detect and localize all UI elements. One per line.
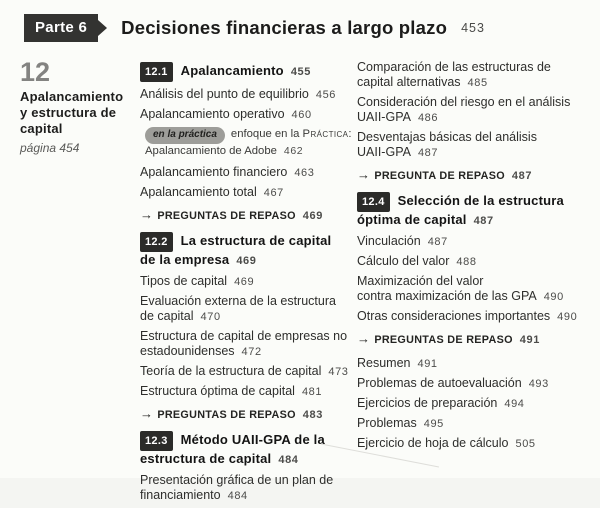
page-number: 484	[278, 454, 299, 466]
part-header	[24, 14, 485, 42]
toc-entry: Cálculo del valor 488	[357, 254, 477, 268]
arrow-right-icon: →	[357, 167, 371, 182]
toc-entry: Comparación de las estructuras de capital alternativas 485	[357, 60, 551, 89]
toc-entry: Apalancamiento financiero 463	[140, 165, 315, 179]
toc-section-heading: 12.2 La estructura de capital de la empresa 469	[140, 233, 332, 267]
toc-entry: Estructura óptima de capital 481	[140, 384, 323, 398]
chapter-number: 12	[20, 57, 51, 87]
page-number: 487	[511, 170, 533, 182]
page-number: 473	[328, 366, 349, 378]
toc-entry: Tipos de capital 469	[140, 274, 255, 288]
page-number: 493	[528, 378, 549, 390]
page-number: 467	[263, 187, 284, 199]
toc-column-right	[357, 60, 599, 456]
page-number: 494	[504, 398, 525, 410]
page-number: 491	[519, 334, 540, 346]
toc-entry: Análisis del punto de equilibrio 456	[140, 87, 337, 101]
review-questions-entry: → PREGUNTAS DE REPASO 483	[140, 406, 323, 421]
page-number: 505	[515, 438, 536, 450]
page-number: 469	[302, 210, 323, 222]
toc-section-heading: 12.3 Método UAII-GPA de la estructura de capital 484	[140, 432, 325, 466]
review-questions-entry: → PREGUNTAS DE REPASO 469	[140, 207, 323, 222]
page-number: 487	[473, 215, 494, 227]
page-number: 469	[234, 276, 255, 288]
toc-entry: Ejercicio de hoja de cálculo 505	[357, 436, 536, 450]
page-number: 483	[302, 409, 323, 421]
toc-entry: Maximización del valor contra maximización de las GPA 490	[357, 274, 564, 303]
page-number: 456	[315, 89, 337, 101]
arrow-right-icon: →	[140, 406, 154, 421]
review-questions-entry: → PREGUNTA DE REPASO 487	[357, 167, 533, 182]
page-number: 487	[417, 147, 439, 159]
page-number: 470	[200, 311, 221, 323]
page-number: 491	[417, 358, 438, 370]
page-number: 462	[283, 145, 304, 157]
toc-column-middle	[140, 60, 356, 508]
toc-entry: Evaluación externa de la estructura de capital 470	[140, 294, 336, 323]
section-number-badge: 12.1	[140, 62, 173, 82]
arrow-right-icon: →	[357, 331, 371, 346]
section-number-badge: 12.4	[357, 192, 390, 212]
toc-entry: Consideración del riesgo en el análisis UAII-GPA 486	[357, 95, 571, 124]
page-number: 460	[291, 109, 312, 121]
toc-entry: Problemas 495	[357, 416, 444, 430]
chapter-sidebar	[20, 58, 132, 155]
toc-entry: Vinculación 487	[357, 234, 448, 248]
practice-smallcaps-label: Práctica:	[302, 128, 352, 140]
page-number: 495	[423, 418, 444, 430]
part-page-number: 453	[461, 21, 485, 35]
page-number: 490	[557, 311, 578, 323]
page-number: 484	[227, 490, 248, 502]
page-number: 486	[417, 112, 439, 124]
toc-entry: Resumen 491	[357, 356, 438, 370]
toc-entry: Otras consideraciones importantes 490	[357, 309, 578, 323]
section-number-badge: 12.3	[140, 431, 173, 451]
toc-entry: Apalancamiento total 467	[140, 185, 284, 199]
section-number-badge: 12.2	[140, 232, 173, 252]
page-number: 488	[456, 256, 477, 268]
chapter-page-ref: página 454	[20, 141, 80, 155]
toc-entry: Ejercicios de preparación 494	[357, 396, 525, 410]
practice-callout: en la práctica enfoque en la Práctica: Apalancamiento de Adobe 462	[145, 128, 352, 157]
page-number: 455	[290, 66, 311, 78]
chapter-title: Apalancamiento y estructura de capital	[20, 89, 124, 136]
page-number: 485	[467, 77, 488, 89]
page-number: 472	[241, 346, 262, 358]
arrow-right-icon: →	[140, 207, 154, 222]
toc-entry: Apalancamiento operativo 460	[140, 107, 312, 121]
toc-entry: Presentación gráfica de un plan de financiamiento 484	[140, 473, 334, 502]
part-title: Decisiones financieras a largo plazo	[121, 17, 448, 38]
toc-section-heading: 12.4 Selección de la estructura óptima de capital 487	[357, 193, 564, 227]
toc-entry: Problemas de autoevaluación 493	[357, 376, 549, 390]
page-number: 481	[301, 386, 323, 398]
toc-entry: Desventajas básicas del análisis UAII-GPA 487	[357, 130, 537, 159]
page-number: 490	[543, 291, 564, 303]
toc-entry: Teoría de la estructura de capital 473	[140, 364, 349, 378]
page-number: 487	[427, 236, 448, 248]
toc-section-heading: 12.1 Apalancamiento 455	[140, 62, 356, 82]
review-questions-entry: → PREGUNTAS DE REPASO 491	[357, 331, 540, 346]
page-number: 463	[294, 167, 315, 179]
practice-badge: en la práctica	[145, 127, 225, 144]
toc-entry: Estructura de capital de empresas no estadounidenses 472	[140, 329, 348, 358]
part-label-badge: Parte 6	[24, 14, 98, 42]
page-number: 469	[236, 255, 257, 267]
arrow-right-icon	[98, 20, 107, 36]
